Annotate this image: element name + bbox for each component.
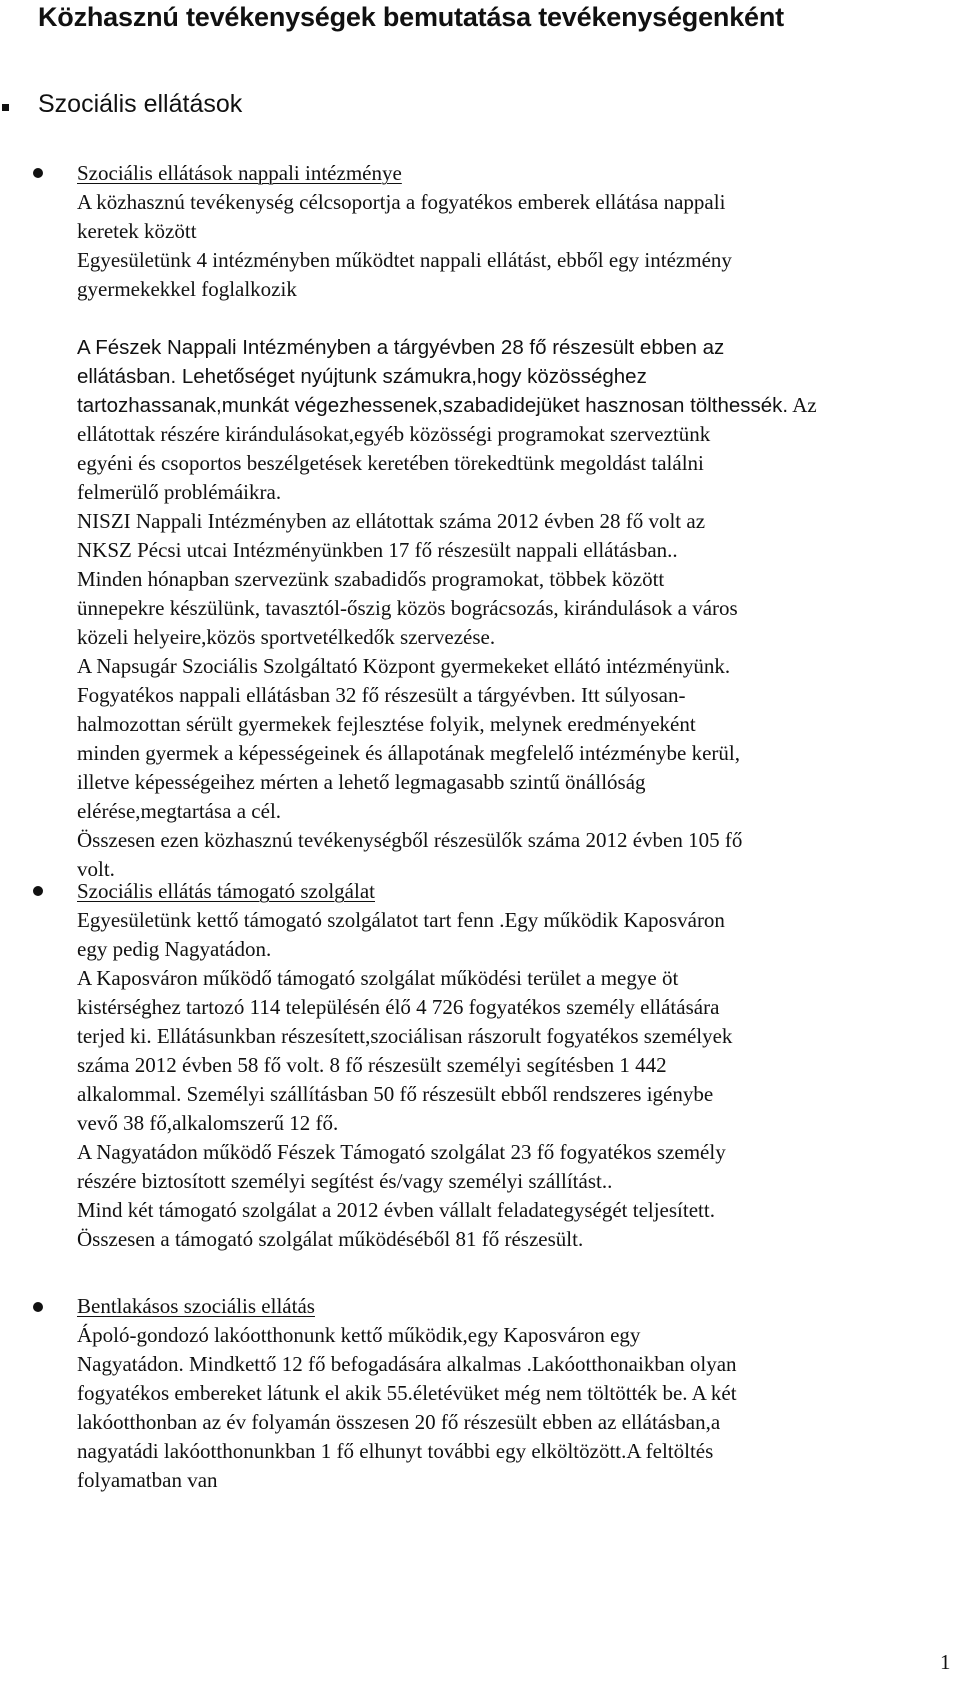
page-number: 1	[940, 1650, 951, 1674]
text-line: kistérséghez tartozó 114 településén élő 4 726 fogyatékos személy ellátására	[77, 995, 720, 1019]
text-line: NISZI Nappali Intézményben az ellátottak száma 2012 évben 28 fő volt az	[77, 509, 706, 533]
text-line	[77, 391, 817, 420]
text-line: folyamatban van	[77, 1468, 218, 1492]
text-line: Fogyatékos nappali ellátásban 32 fő részesült a tárgyévben. Itt súlyosan-	[77, 683, 686, 707]
text-line: halmozottan sérült gyermekek fejlesztése folyik, melynek eredményeként	[77, 712, 696, 736]
text-line: Ápoló-gondozó lakóotthonunk kettő működik,egy Kaposváron egy	[77, 1323, 641, 1347]
text-line: Egyesületünk 4 intézményben működtet nappali ellátást, ebből egy intézmény	[77, 248, 732, 272]
item-heading: Szociális ellátások nappali intézménye	[77, 161, 402, 185]
text-line: közeli helyeire,közös sportvetélkedők szervezése.	[77, 625, 496, 649]
item-tamogato	[77, 877, 732, 1254]
bullet-icon	[33, 1302, 43, 1312]
text-line: Egyesületünk kettő támogató szolgálatot tart fenn .Egy működik Kaposváron	[77, 908, 725, 932]
text-span: ellátásban.	[77, 365, 182, 388]
text-line: vevő 38 fő,alkalomszerű 12 fő.	[77, 1111, 339, 1135]
text-line: minden gyermek a képességeinek és állapotának megfelelő intézménybe kerül,	[77, 741, 740, 765]
text-line: Minden hónapban szervezünk szabadidős programokat, többek között	[77, 567, 665, 591]
item-nappali	[77, 159, 732, 304]
text-span: Lehetőséget nyújtunk számukra,hogy közösséghez	[181, 365, 647, 388]
section-heading: Szociális ellátások	[38, 90, 243, 118]
item-nappali-details	[77, 333, 817, 884]
text-line: A Fészek Nappali Intézményben a tárgyévben 28 fő részesült ebben az	[77, 336, 725, 359]
text-line: A Kaposváron működő támogató szolgálat működési terület a megye öt	[77, 966, 679, 990]
text-line: száma 2012 évben 58 fő volt. 8 fő részesült személyi segítésben 1 442	[77, 1053, 667, 1077]
text-line: Összesen a támogató szolgálat működéséből 81 fő részesült.	[77, 1227, 584, 1251]
item-heading: Szociális ellátás támogató szolgálat	[77, 879, 375, 903]
text-line: Összesen ezen közhasznú tevékenységből részesülők száma 2012 évben 105 fő	[77, 828, 743, 852]
text-line: lakóotthonban az év folyamán összesen 20 fő részesült ebben az ellátásban,a	[77, 1410, 721, 1434]
text-line: Nagyatádon. Mindkettő 12 fő befogadására alkalmas .Lakóotthonaikban olyan	[77, 1352, 737, 1376]
text-line: A közhasznú tevékenység célcsoportja a fogyatékos emberek ellátása nappali	[77, 190, 726, 214]
bullet-icon	[33, 168, 43, 178]
text-line: NKSZ Pécsi utcai Intézményünkben 17 fő részesült nappali ellátásban..	[77, 538, 678, 562]
text-line: felmerülő problémáikra.	[77, 480, 282, 504]
text-line: elérése,megtartása a cél.	[77, 799, 282, 823]
text-line	[77, 362, 817, 391]
bullet-icon	[33, 886, 43, 896]
square-bullet-icon	[2, 104, 9, 111]
text-line: A Nagyatádon működő Fészek Támogató szolgálat 23 fő fogyatékos személy	[77, 1140, 726, 1164]
item-bentlakasos	[77, 1292, 737, 1495]
document-title: Közhasznú tevékenységek bemutatása tevékenységenként	[38, 2, 784, 32]
text-line: ünnepekre készülünk, tavasztól-őszig közös bográcsozás, kirándulások a város	[77, 596, 738, 620]
text-line: fogyatékos embereket látunk el akik 55.életévüket még nem töltötték be. A két	[77, 1381, 737, 1405]
text-line: A Napsugár Szociális Szolgáltató Központ gyermekeket ellátó intézményünk.	[77, 654, 731, 678]
text-line: gyermekekkel foglalkozik	[77, 277, 297, 301]
text-line: illetve képességeihez mérten a lehető legmagasabb szintű önállóság	[77, 770, 646, 794]
text-line: részére biztosított személyi segítést és/vagy személyi szállítást..	[77, 1169, 613, 1193]
text-line: keretek között	[77, 219, 197, 243]
text-line: Mind két támogató szolgálat a 2012 évben vállalt feladategységét teljesített.	[77, 1198, 715, 1222]
text-line: nagyatádi lakóotthonunkban 1 fő elhunyt további egy elköltözött.A feltöltés	[77, 1439, 714, 1463]
text-span: tartozhassanak,munkát végezhessenek,szabadidejüket hasznosan tölthessék.	[77, 394, 789, 417]
text-line: egy pedig Nagyatádon.	[77, 937, 272, 961]
item-heading: Bentlakásos szociális ellátás	[77, 1294, 315, 1318]
text-line: terjed ki. Ellátásunkban részesített,szociálisan rászorult fogyatékos személyek	[77, 1024, 733, 1048]
text-line: volt.	[77, 857, 115, 881]
text-line: ellátottak részére kirándulásokat,egyéb közösségi programokat szerveztünk	[77, 422, 711, 446]
text-span: Az	[788, 393, 817, 417]
text-line: alkalommal. Személyi szállításban 50 fő részesült ebből rendszeres igénybe	[77, 1082, 714, 1106]
text-line: egyéni és csoportos beszélgetések keretében törekedtünk megoldást találni	[77, 451, 704, 475]
